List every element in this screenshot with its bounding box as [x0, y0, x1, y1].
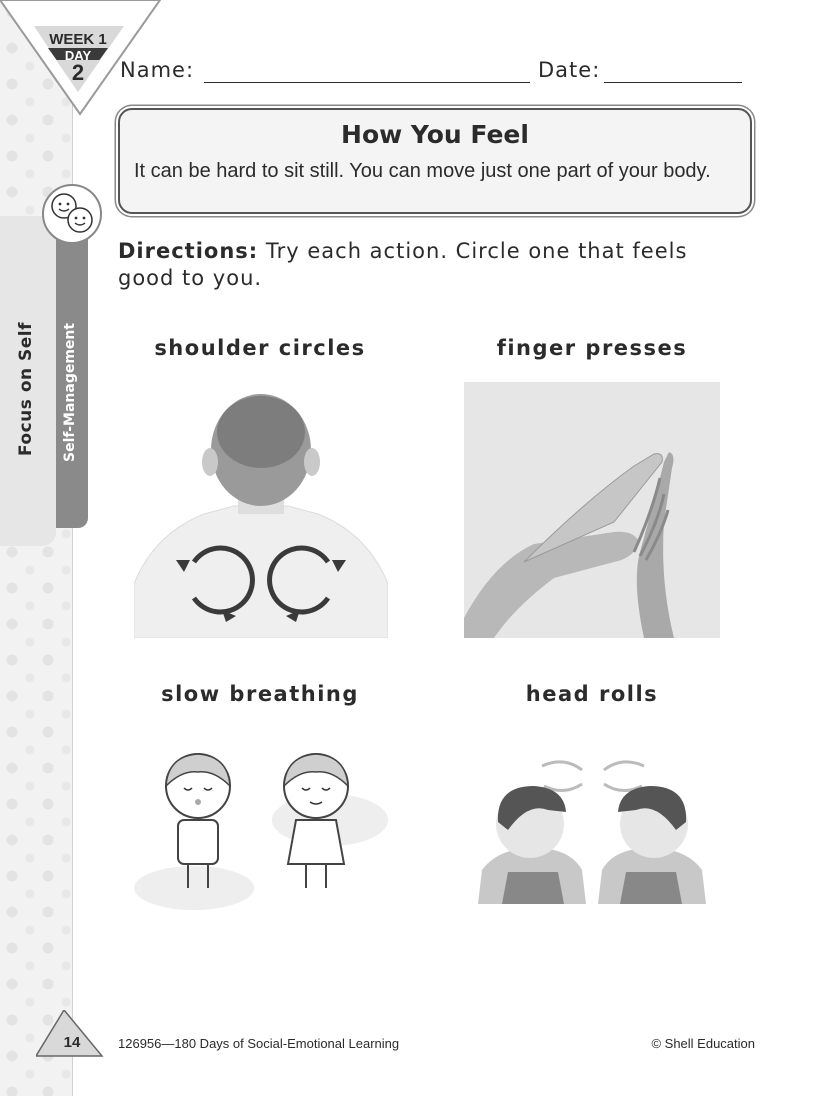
action-label-shoulder-circles[interactable]: shoulder circles	[154, 336, 366, 360]
name-field[interactable]	[204, 82, 530, 83]
section-tab	[0, 216, 88, 548]
action-label-head-rolls[interactable]: head rolls	[525, 682, 659, 706]
day-label: DAY	[64, 48, 92, 63]
date-field[interactable]	[604, 82, 742, 83]
book-title: 126956—180 Days of Social-Emotional Learning	[118, 1036, 400, 1051]
action-label-slow-breathing[interactable]: slow breathing	[161, 682, 359, 706]
category-label: Self-Management	[62, 322, 78, 462]
name-label: Name:	[120, 58, 195, 82]
slow-breathing-image[interactable]	[134, 748, 388, 910]
feel-title: How You Feel	[341, 120, 529, 149]
focus-label: Focus on Self	[16, 321, 36, 456]
copyright: © Shell Education	[651, 1036, 755, 1051]
how-you-feel-box	[118, 108, 752, 214]
sidebar-pattern	[0, 0, 73, 1096]
finger-presses-image[interactable]	[464, 382, 720, 638]
head-rolls-image[interactable]	[478, 752, 706, 904]
page-number: 14	[63, 1034, 81, 1051]
day-number: 2	[71, 60, 85, 85]
week-label: WEEK 1	[49, 31, 107, 48]
feel-text: It can be hard to sit still. You can move just one part of your body.	[134, 160, 711, 182]
directions-label: Directions:	[118, 239, 259, 263]
directions-text: Try each action. Circle one that feels good to you.	[118, 239, 688, 290]
shoulder-circles-image[interactable]	[134, 384, 388, 638]
smiley-faces-icon	[40, 184, 104, 244]
action-label-finger-presses[interactable]: finger presses	[496, 336, 688, 360]
directions	[118, 238, 738, 292]
date-label: Date:	[538, 58, 601, 82]
